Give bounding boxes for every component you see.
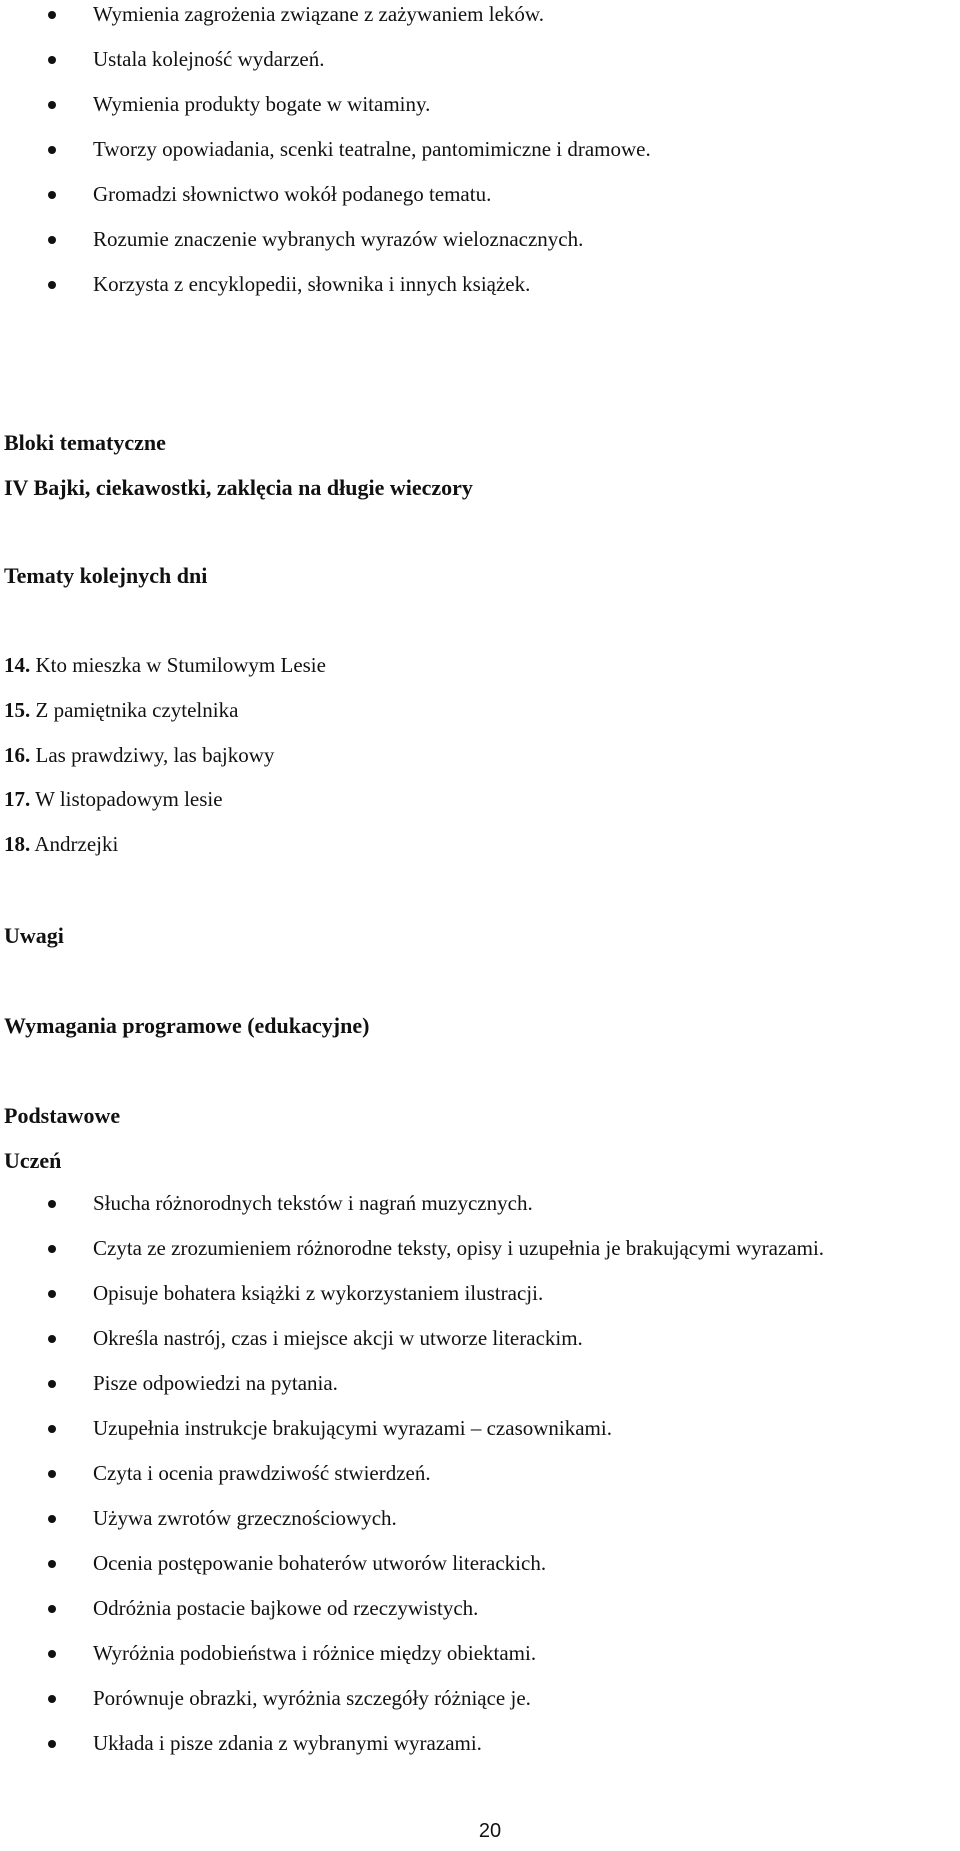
list-item-text: Uzupełnia instrukcje brakującymi wyrazami – czasownikami. xyxy=(93,1416,612,1440)
topic-item xyxy=(4,830,118,858)
basic-heading: Podstawowe xyxy=(4,1103,121,1128)
bullet-icon xyxy=(48,1605,56,1613)
bullet-icon xyxy=(48,1425,56,1433)
list-item xyxy=(0,37,960,82)
bullet-icon xyxy=(48,11,56,19)
bullet-icon xyxy=(48,1380,56,1388)
list-item xyxy=(0,1631,960,1676)
list-item xyxy=(0,1496,960,1541)
bullet-icon xyxy=(48,1245,56,1253)
topic-item xyxy=(4,696,238,724)
list-item xyxy=(0,1451,960,1496)
list-item-text: Wymienia produkty bogate w witaminy. xyxy=(93,92,431,116)
topic-item xyxy=(4,651,326,679)
skills-list-bottom xyxy=(0,1181,960,1766)
list-item xyxy=(0,1181,960,1226)
blocks-heading: Bloki tematyczne xyxy=(4,430,166,455)
bullet-icon xyxy=(48,1290,56,1298)
list-item-text: Ocenia postępowanie bohaterów utworów literackich. xyxy=(93,1551,547,1575)
list-item xyxy=(0,172,960,217)
list-item xyxy=(0,1721,960,1766)
list-item-text: Określa nastrój, czas i miejsce akcji w utworze literackim. xyxy=(93,1326,583,1350)
list-item xyxy=(0,127,960,172)
list-item xyxy=(0,1586,960,1631)
list-item-text: Używa zwrotów grzecznościowych. xyxy=(93,1506,397,1530)
topic-number: 15. xyxy=(4,698,31,722)
list-item xyxy=(0,1361,960,1406)
list-item xyxy=(0,217,960,262)
list-item xyxy=(0,0,960,37)
bullet-icon xyxy=(48,101,56,109)
bullet-icon xyxy=(48,1740,56,1748)
topic-text: W listopadowym lesie xyxy=(35,787,223,811)
topic-item xyxy=(4,785,223,813)
bullet-icon xyxy=(48,1650,56,1658)
list-item xyxy=(0,1676,960,1721)
list-item xyxy=(0,1226,960,1271)
student-heading: Uczeń xyxy=(4,1148,62,1173)
bullet-icon xyxy=(48,1695,56,1703)
list-item-text: Wyróżnia podobieństwa i różnice między obiektami. xyxy=(93,1641,537,1665)
list-item xyxy=(0,1541,960,1586)
bullet-icon xyxy=(48,236,56,244)
list-item-text: Porównuje obrazki, wyróżnia szczegóły różniące je. xyxy=(93,1686,531,1710)
list-item-text: Odróżnia postacie bajkowe od rzeczywistych. xyxy=(93,1596,479,1620)
topic-text: Kto mieszka w Stumilowym Lesie xyxy=(35,653,326,677)
topic-number: 17. xyxy=(4,787,31,811)
list-item-text: Ustala kolejność wydarzeń. xyxy=(93,47,325,71)
list-item-text: Pisze odpowiedzi na pytania. xyxy=(93,1371,338,1395)
list-item-text: Gromadzi słownictwo wokół podanego tematu. xyxy=(93,182,492,206)
bullet-icon xyxy=(48,1200,56,1208)
requirements-heading: Wymagania programowe (edukacyjne) xyxy=(4,1013,370,1038)
bullet-icon xyxy=(48,1470,56,1478)
list-item-text: Tworzy opowiadania, scenki teatralne, pantomimiczne i dramowe. xyxy=(93,137,651,161)
skills-list-top xyxy=(0,0,960,307)
notes-heading: Uwagi xyxy=(4,923,64,948)
list-item-text: Wymienia zagrożenia związane z zażywaniem leków. xyxy=(93,2,544,26)
bullet-icon xyxy=(48,146,56,154)
list-item-text: Opisuje bohatera książki z wykorzystaniem ilustracji. xyxy=(93,1281,544,1305)
bullet-icon xyxy=(48,56,56,64)
list-item xyxy=(0,1406,960,1451)
topic-number: 14. xyxy=(4,653,31,677)
block-title: IV Bajki, ciekawostki, zaklęcia na długie wieczory xyxy=(4,475,473,500)
topic-number: 16. xyxy=(4,743,31,767)
bullet-icon xyxy=(48,1335,56,1343)
list-item-text: Rozumie znaczenie wybranych wyrazów wieloznacznych. xyxy=(93,227,584,251)
list-item-text: Czyta ze zrozumieniem różnorodne teksty, opisy i uzupełnia je brakującymi wyrazami. xyxy=(93,1236,825,1260)
topics-heading: Tematy kolejnych dni xyxy=(4,563,208,588)
topic-text: Andrzejki xyxy=(34,832,119,856)
topic-text: Z pamiętnika czytelnika xyxy=(35,698,239,722)
page-number: 20 xyxy=(478,1820,502,1842)
list-item-text: Układa i pisze zdania z wybranymi wyrazami. xyxy=(93,1731,482,1755)
topic-number: 18. xyxy=(4,832,31,856)
topic-text: Las prawdziwy, las bajkowy xyxy=(35,743,275,767)
list-item xyxy=(0,82,960,127)
topic-item xyxy=(4,741,274,769)
list-item xyxy=(0,262,960,307)
list-item xyxy=(0,1271,960,1316)
bullet-icon xyxy=(48,281,56,289)
bullet-icon xyxy=(48,1560,56,1568)
bullet-icon xyxy=(48,1515,56,1523)
list-item-text: Korzysta z encyklopedii, słownika i innych książek. xyxy=(93,272,531,296)
list-item-text: Czyta i ocenia prawdziwość stwierdzeń. xyxy=(93,1461,431,1485)
list-item xyxy=(0,1316,960,1361)
bullet-icon xyxy=(48,191,56,199)
list-item-text: Słucha różnorodnych tekstów i nagrań muzycznych. xyxy=(93,1191,533,1215)
